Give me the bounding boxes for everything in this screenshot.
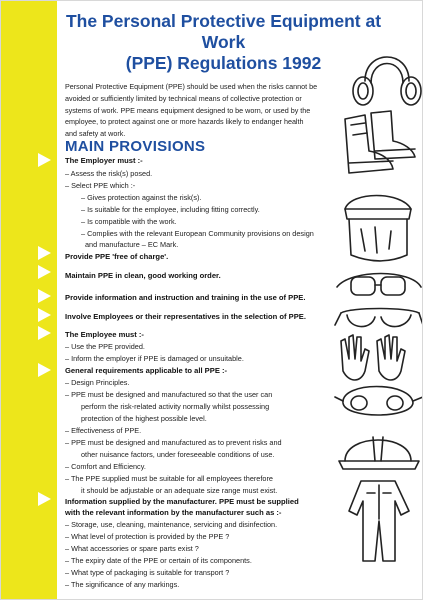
general-item: – Effectiveness of PPE. <box>65 426 142 435</box>
safety-glasses-icon <box>335 309 423 327</box>
general-item: it should be adjustable or an adequate size range must exist. <box>81 486 278 495</box>
ppe-illustrations <box>331 41 423 600</box>
general-item: – Comfort and Efficiency. <box>65 462 146 471</box>
main-provisions-heading: MAIN PROVISIONS <box>65 138 206 155</box>
manufacturer-heading: Information supplied by the manufacturer. PPE must be supplied <box>65 497 299 506</box>
select-item: – Is compatible with the work. <box>81 217 177 226</box>
employee-heading: The Employee must :- <box>65 330 144 339</box>
select-item: – Is suitable for the employee, including fitting correctly. <box>81 205 260 214</box>
provision-item: Provide PPE 'free of charge'. <box>65 252 169 261</box>
coverall-icon <box>349 481 409 561</box>
hard-hat-icon <box>339 437 419 469</box>
general-item: – PPE must be designed and manufactured so that the user can <box>65 390 273 399</box>
arrow-marker <box>38 363 51 377</box>
employee-item: – Use the PPE provided. <box>65 342 145 351</box>
arrow-marker <box>38 308 51 322</box>
manufacturer-item: – The expiry date of the PPE or certain of its components. <box>65 556 252 565</box>
intro-line: and safety at work. <box>65 129 126 139</box>
arrow-marker <box>38 265 51 279</box>
employee-item: – Inform the employer if PPE is damaged or unsuitable. <box>65 354 244 363</box>
select-item: and manufacture – EC Mark. <box>85 240 179 249</box>
general-item: protection of the highest possible level. <box>81 414 207 423</box>
provision-item: Maintain PPE in clean, good working order. <box>65 271 221 280</box>
select-item: – Gives protection against the risk(s). <box>81 193 202 202</box>
employer-item: – Assess the risk(s) posed. <box>65 169 153 178</box>
manufacturer-item: – Storage, use, cleaning, maintenance, servicing and disinfection. <box>65 520 278 529</box>
face-shield-icon <box>345 196 411 262</box>
work-gloves-icon <box>341 335 405 380</box>
general-heading: General requirements applicable to all PPE :- <box>65 366 228 375</box>
employer-item: – Select PPE which :- <box>65 181 136 190</box>
provision-item: Involve Employees or their representatives in the selection of PPE. <box>65 312 306 321</box>
safety-boots-icon <box>345 111 415 173</box>
general-item: – PPE must be designed and manufactured as to prevent risks and <box>65 438 282 447</box>
arrow-marker <box>38 326 51 340</box>
arrow-marker <box>38 153 51 167</box>
manufacturer-item: – What type of packaging is suitable for transport ? <box>65 568 230 577</box>
arrow-marker <box>38 492 51 506</box>
arrow-marker <box>38 246 51 260</box>
intro-line: avoided or sufficiently limited by technical means of collective protection or <box>65 93 302 103</box>
manufacturer-item: – What level of protection is provided by the PPE ? <box>65 532 230 541</box>
intro-line: systems of work. PPE means equipment designed to be worn, or used by the <box>65 105 311 115</box>
general-item: – The PPE supplied must be suitable for all employees therefore <box>65 474 273 483</box>
provision-item: Provide information and instruction and training in the use of PPE. <box>65 293 306 302</box>
general-item: perform the risk-related activity normally whilst possessing <box>81 402 270 411</box>
select-item: – Complies with the relevant European Community provisions on design <box>81 229 314 238</box>
employer-heading: The Employer must :- <box>65 156 143 165</box>
manufacturer-item: – The significance of any markings. <box>65 580 180 589</box>
dust-mask-icon <box>335 387 423 416</box>
manufacturer-item: – What accessories or spare parts exist ? <box>65 544 199 553</box>
ear-defenders-icon <box>353 57 421 105</box>
intro-paragraph <box>65 81 340 140</box>
manufacturer-heading: with the relevant information by the manufacturer such as :- <box>65 508 282 517</box>
title-line-2: (PPE) Regulations 1992 <box>125 53 322 73</box>
general-item: other nuisance factors, under foreseeable conditions of use. <box>81 450 275 459</box>
intro-line: Personal Protective Equipment (PPE) should be used when the risks cannot be <box>65 82 318 91</box>
safety-goggles-icon <box>337 274 421 296</box>
intro-line: employee, to protect against one or more hazards likely to endanger health <box>65 117 304 127</box>
general-item: – Design Principles. <box>65 378 130 387</box>
title-line-1: The Personal Protective Equipment at Work <box>65 11 382 52</box>
arrow-marker <box>38 289 51 303</box>
